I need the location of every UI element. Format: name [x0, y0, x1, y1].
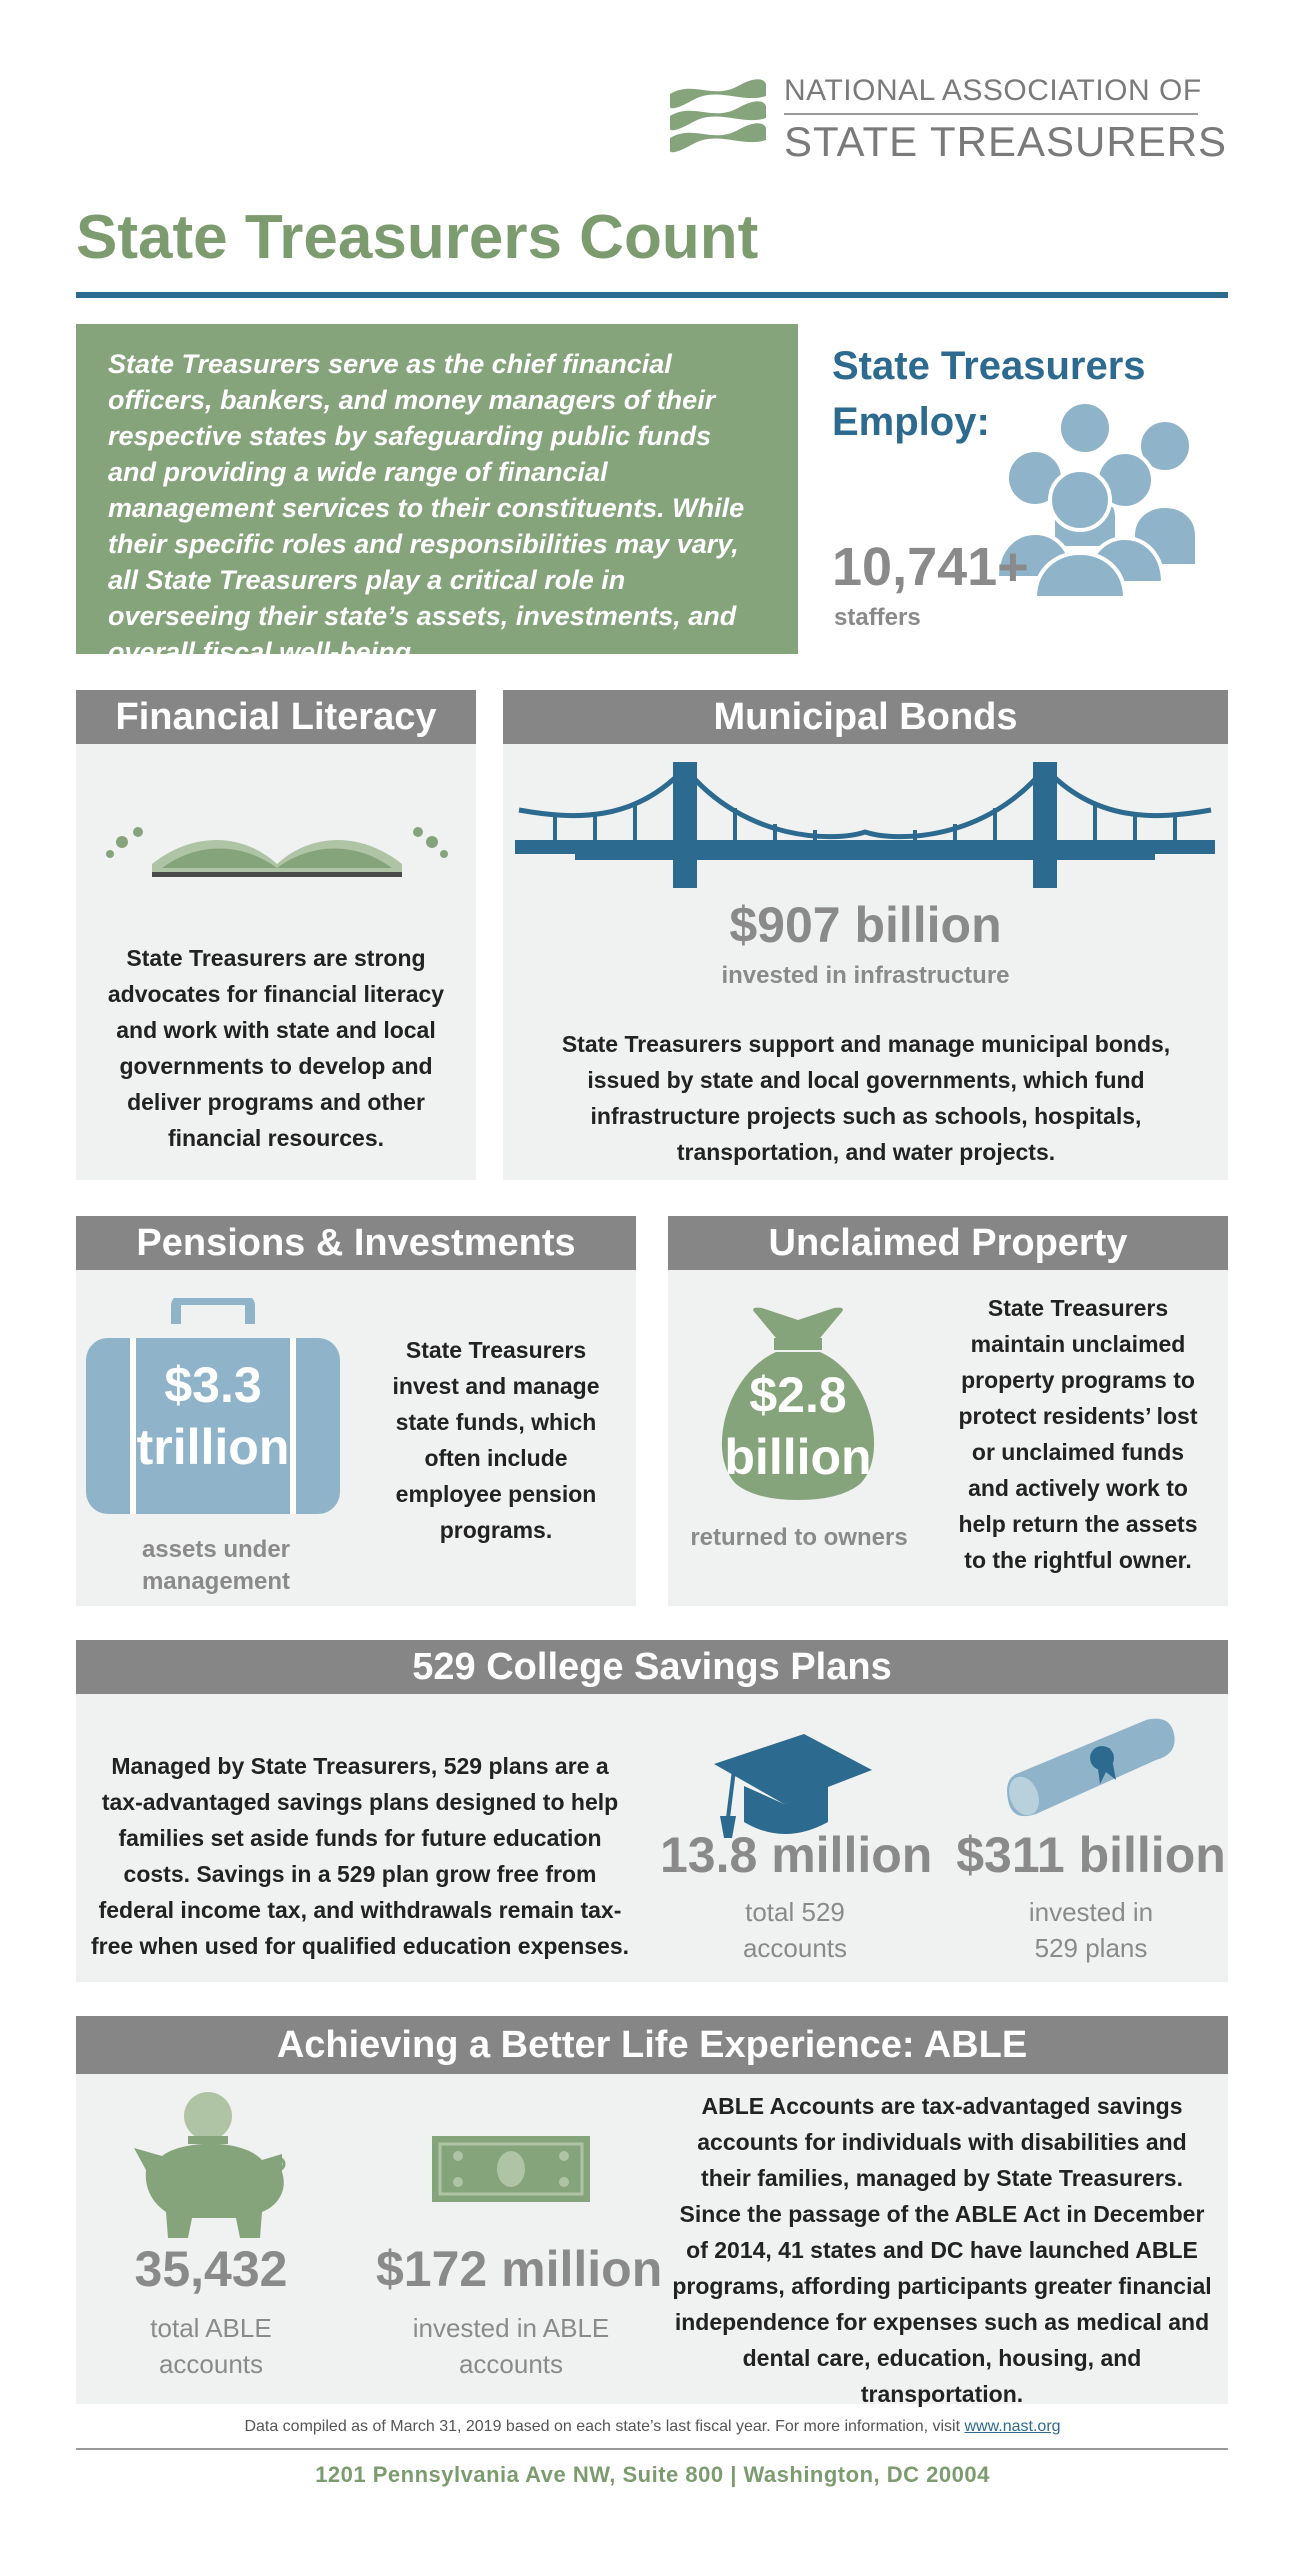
logo-divider: [784, 113, 1198, 115]
pensions-stat-line1: $3.3: [164, 1357, 262, 1413]
footer-note-text: Data compiled as of March 31, 2019 based on each state’s last fiscal year. For more information, visit: [244, 2418, 961, 2435]
unclaimed-text: State Treasurers maintain unclaimed property programs to protect residents’ lost or unclaimed funds and actively work to help return the assets to the rightful owner.: [958, 1295, 1198, 1573]
title-divider: [76, 292, 1228, 298]
unclaimed-property-heading: Unclaimed Property: [668, 1216, 1228, 1270]
municipal-bonds-heading: Municipal Bonds: [503, 690, 1228, 744]
pensions-panel: [76, 1270, 636, 1606]
municipal-bonds-stat: $907 billion: [729, 897, 1002, 953]
footer-link[interactable]: www.nast.org: [964, 2418, 1061, 2435]
employ-label: staffers: [834, 604, 921, 631]
municipal-bonds-panel: [503, 744, 1228, 1180]
cash-icon: [432, 2136, 590, 2202]
employ-title: State Treasurers Employ:: [832, 344, 1146, 444]
able-stat1-label: total ABLE accounts: [150, 2313, 272, 2379]
able-stat2-label: invested in ABLE accounts: [412, 2313, 610, 2379]
municipal-bonds-text: State Treasurers support and manage municipal bonds, issued by state and local governments, which fund infrastructure projects such as schools, hospitals, transportation, and water projects.: [561, 1031, 1171, 1165]
college-stat2-label: invested in 529 plans: [1028, 1897, 1154, 1963]
financial-literacy-text: State Treasurers are strong advocates for financial literacy and work with state and local governments to develop and deliver programs and other financial resources.: [107, 945, 445, 1151]
open-book-icon: [92, 802, 462, 882]
unclaimed-stat-line2: billion: [724, 1429, 872, 1485]
college-stat2: $311 billion: [956, 1827, 1226, 1883]
able-stat2: $172 million: [376, 2241, 663, 2297]
logo-text-line1: NATIONAL ASSOCIATION OF: [784, 74, 1202, 107]
college-stat1: 13.8 million: [660, 1827, 933, 1883]
municipal-bonds-stat-label: invested in infrastructure: [721, 962, 1010, 989]
unclaimed-property-panel: [668, 1270, 1228, 1606]
footer-address: 1201 Pennsylvania Ave NW, Suite 800 | Washington, DC 20004: [315, 2462, 990, 2487]
able-panel: [76, 2074, 1228, 2407]
bridge-icon: [515, 762, 1215, 888]
unclaimed-stat-line1: $2.8: [749, 1367, 847, 1423]
pensions-heading: Pensions & Investments: [76, 1216, 636, 1270]
able-stat1: 35,432: [134, 2241, 288, 2297]
unclaimed-stat-label: returned to owners: [690, 1524, 908, 1551]
employ-number: 10,741+: [832, 537, 1029, 597]
diploma-icon: [1006, 1714, 1176, 1822]
logo-text-line2: STATE TREASURERS: [784, 118, 1228, 165]
college-savings-text: Managed by State Treasurers, 529 plans are a tax-advantaged savings plans designed to help families set aside funds for future education costs. Savings in a 529 plan grow free from federal income tax, and withdrawals remain tax-free when used for qualified education expenses.: [90, 1753, 630, 1959]
piggy-bank-icon: [132, 2090, 292, 2242]
footer-divider: [76, 2448, 1228, 2450]
financial-literacy-panel: [76, 744, 476, 1180]
intro-text: State Treasurers serve as the chief financial officers, bankers, and money managers of their respective states by safeguarding public funds and providing a wide range of financial management services to their constituents. While their specific roles and responsibilities may vary, all State Treasurers play a critical role in overseeing their state’s assets, investments, and overall fiscal well-being.: [108, 349, 745, 667]
page-title: State Treasurers Count: [76, 203, 759, 272]
waves-icon: [668, 78, 768, 168]
college-savings-heading: 529 College Savings Plans: [76, 1640, 1228, 1694]
able-text: ABLE Accounts are tax-advantaged savings accounts for individuals with disabilities and their families, managed by State Treasurers. Since the passage of the ABLE Act in December of 2014, 41 states and DC have launched ABLE programs, affording participants greater financial independence for expenses such as medical and dental care, education, housing, and transportation.: [672, 2093, 1212, 2407]
intro-box: [76, 324, 798, 667]
financial-literacy-heading: Financial Literacy: [76, 690, 476, 744]
footer-note: [0, 2418, 1305, 2436]
pensions-stat-line2: trillion: [136, 1419, 290, 1475]
able-heading: Achieving a Better Life Experience: ABLE: [76, 2016, 1228, 2074]
college-savings-panel: [76, 1694, 1228, 1982]
pensions-stat-label: assets under management: [141, 1536, 291, 1595]
college-stat1-label: total 529 accounts: [742, 1897, 848, 1963]
pensions-text: State Treasurers invest and manage state funds, which often include employee pension programs.: [392, 1337, 600, 1543]
